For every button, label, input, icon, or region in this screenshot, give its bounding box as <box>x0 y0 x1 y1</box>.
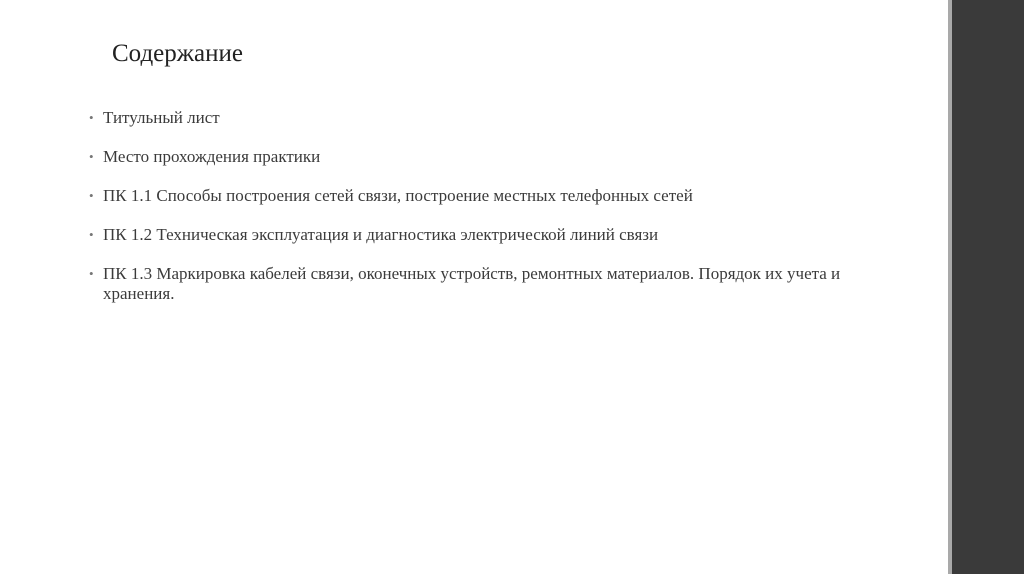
list-item-text: ПК 1.3 Маркировка кабелей связи, оконечных устройств, ремонтных материалов. Порядок их учета и хранения. <box>103 264 841 303</box>
bullet-icon: • <box>89 149 94 164</box>
list-item <box>88 108 908 128</box>
bullet-icon: • <box>89 110 94 125</box>
bullet-icon: • <box>89 266 94 281</box>
list-item-text: ПК 1.2 Техническая эксплуатация и диагностика электрической линий связи <box>103 225 659 244</box>
list-item-text: Место прохождения практики <box>103 147 321 166</box>
dark-sidebar <box>952 0 1024 574</box>
list-item <box>88 186 908 206</box>
list-item-text: Титульный лист <box>103 108 220 127</box>
list-item <box>88 264 908 304</box>
bullet-icon: • <box>89 188 94 203</box>
list-item <box>88 147 908 167</box>
list-item-text: ПК 1.1 Способы построения сетей связи, построение местных телефонных сетей <box>103 186 693 205</box>
slide-title: Содержание <box>112 40 243 67</box>
bullet-icon: • <box>89 227 94 242</box>
contents-list <box>88 108 908 323</box>
list-item <box>88 225 908 245</box>
